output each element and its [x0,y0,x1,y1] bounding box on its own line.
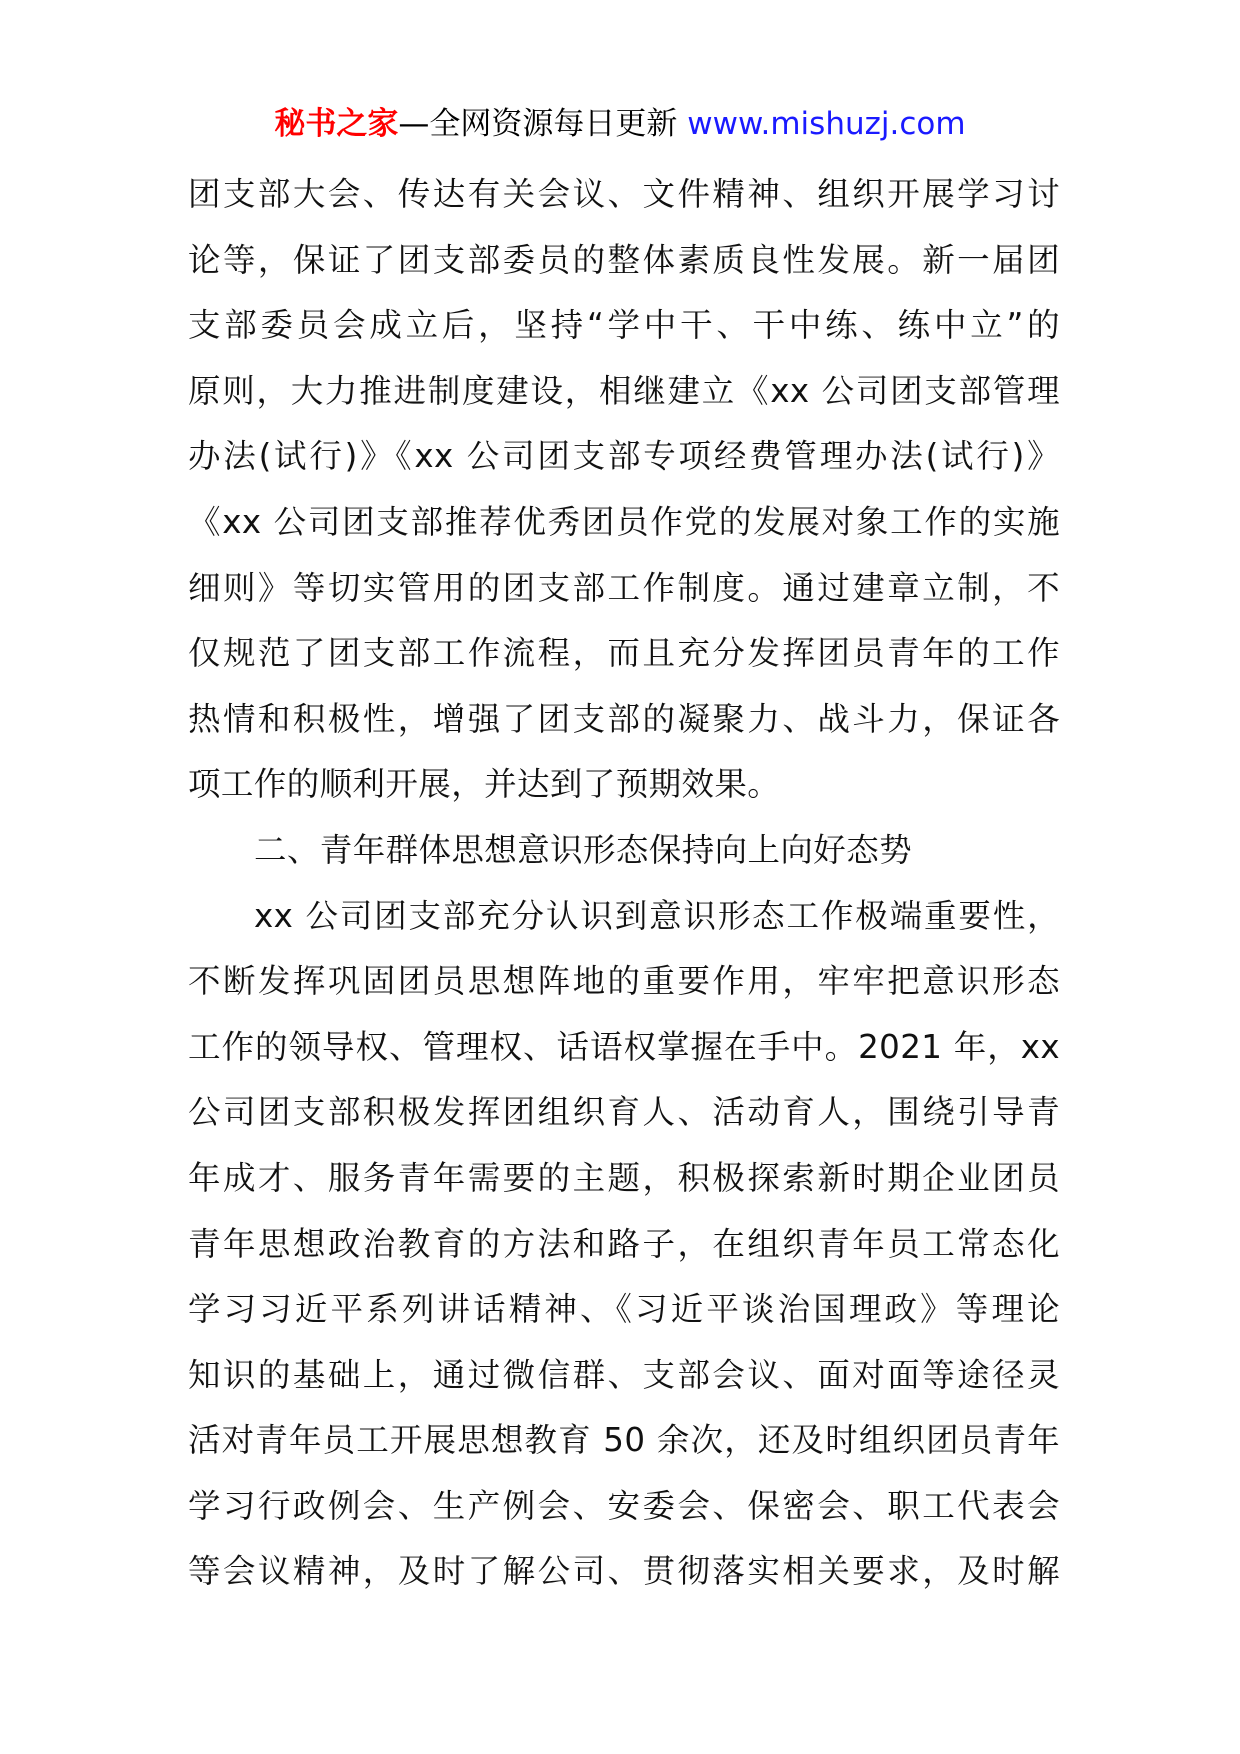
site-tagline: —全网资源每日更新 [398,106,678,142]
text-line: 团支部大会、传达有关会议、文件精神、组织开展学习讨 [188,175,1060,213]
text-line: 《xx 公司团支部推荐优秀团员作党的发展对象工作的实施 [188,502,1060,541]
text-line: 青年思想政治教育的方法和路子，在组织青年员工常态化 [188,1224,1060,1263]
text-line: 学习习近平系列讲话精神、《习近平谈治国理政》等理论 [188,1290,1060,1329]
document-body [188,162,1060,1605]
text-line: 论等，保证了团支部委员的整体素质良性发展。新一届团 [188,240,1060,279]
site-url-link[interactable]: www.mishuzj.com [687,106,966,142]
text-line: 年成才、服务青年需要的主题，积极探索新时期企业团员 [188,1158,1060,1197]
text-line: 活对青年员工开展思想教育 50 余次，还及时组织团员青年 [188,1421,1060,1460]
site-header [0,98,1240,150]
text-line: 办法(试行)》《xx 公司团支部专项经费管理办法(试行)》 [188,437,1060,476]
text-line: 不断发挥巩固团员思想阵地的重要作用，牢牢把意识形态 [188,962,1060,1001]
text-line: 热情和积极性，增强了团支部的凝聚力、战斗力，保证各 [188,699,1060,738]
text-line: 细则》等切实管用的团支部工作制度。通过建章立制，不 [188,568,1060,607]
text-line: 等会议精神，及时了解公司、贯彻落实相关要求，及时解 [188,1552,1060,1591]
section-heading: 二、青年群体思想意识形态保持向上向好态势 [254,830,913,869]
text-line: 工作的领导权、管理权、话语权掌握在手中。2021 年，xx [188,1027,1060,1066]
text-line: 原则，大力推进制度建设，相继建立《xx 公司团支部管理 [188,371,1060,410]
text-line: 知识的基础上，通过微信群、支部会议、面对面等途径灵 [188,1355,1060,1394]
text-line: 仅规范了团支部工作流程，而且充分发挥团员青年的工作 [188,634,1060,673]
text-line: 公司团支部积极发挥团组织育人、活动育人，围绕引导青 [188,1093,1060,1132]
paragraph-first-line: xx 公司团支部充分认识到意识形态工作极端重要性， [254,896,1060,935]
text-line: 支部委员会成立后，坚持“学中干、干中练、练中立”的 [188,306,1060,345]
site-name: 秘书之家 [274,106,399,142]
paragraph-end-line: 项工作的顺利开展，并达到了预期效果。 [188,765,781,804]
text-line: 学习行政例会、生产例会、安委会、保密会、职工代表会 [188,1486,1060,1525]
